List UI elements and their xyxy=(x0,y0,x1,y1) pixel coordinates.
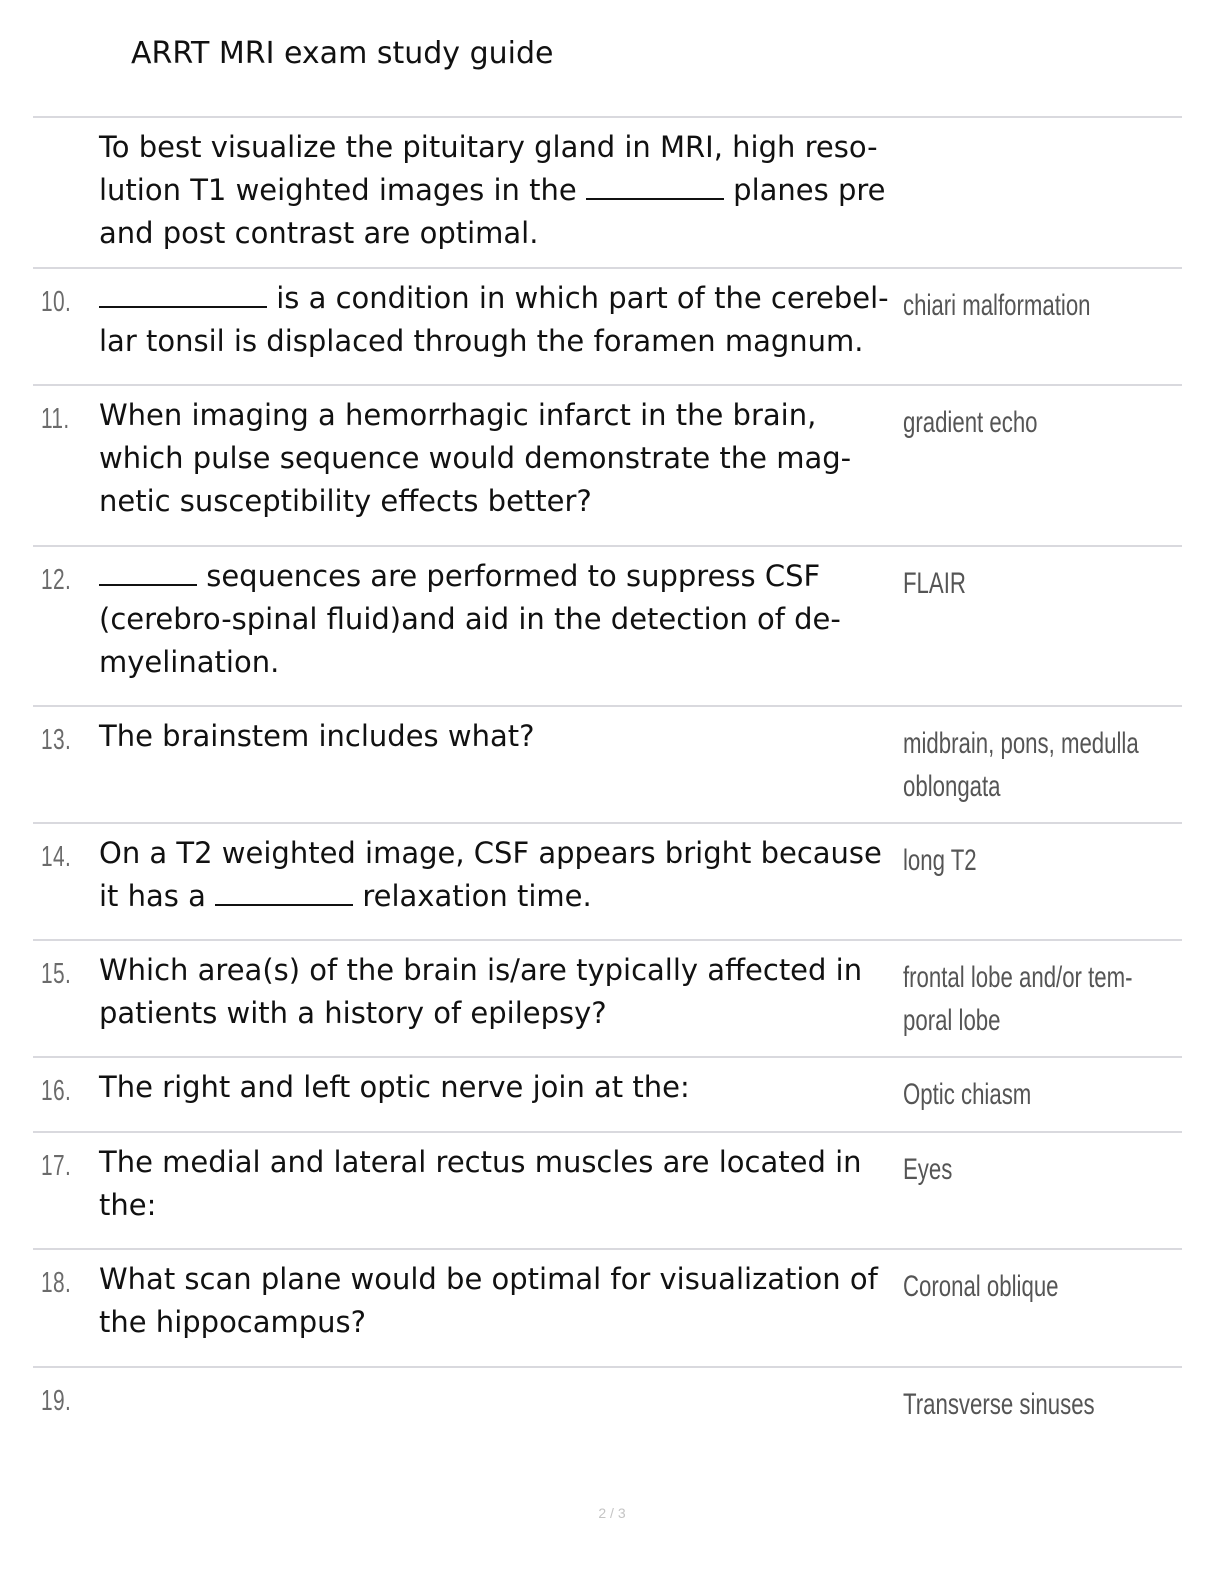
question-text: To best visualize the pituitary gland in MRI, high reso-lution T1 weighted images in the planes pre and post contrast are optimal. xyxy=(99,130,886,250)
answer-text: Coronal oblique xyxy=(903,1270,1059,1303)
question-number: 11. xyxy=(41,403,70,435)
question-row xyxy=(33,1056,1182,1131)
question-number: 10. xyxy=(41,286,72,318)
question-row xyxy=(33,822,1182,939)
answer-text: Transverse sinuses xyxy=(903,1388,1095,1421)
question-text: The medial and lateral rectus muscles are located in the: xyxy=(99,1145,862,1222)
page-number: 2 / 3 xyxy=(598,1505,626,1521)
fill-in-blank xyxy=(586,172,724,200)
question-text: Which area(s) of the brain is/are typically affected in patients with a history of epilepsy? xyxy=(99,953,863,1030)
answer-text: midbrain, pons, medulla oblongata xyxy=(903,727,1139,803)
fill-in-blank xyxy=(99,558,197,586)
question-number: 16. xyxy=(41,1075,72,1107)
question-text: is a condition in which part of the cerebel-lar tonsil is displaced through the foramen magnum. xyxy=(99,281,889,358)
question-row xyxy=(33,939,1182,1056)
question-number: 19. xyxy=(41,1385,72,1417)
question-row xyxy=(33,116,1182,267)
question-text: What scan plane would be optimal for visualization of the hippocampus? xyxy=(99,1262,878,1339)
fill-in-blank xyxy=(99,280,267,308)
answer-text: Optic chiasm xyxy=(903,1078,1032,1111)
question-number: 12. xyxy=(41,564,72,596)
question-table xyxy=(33,116,1182,1446)
question-row xyxy=(33,545,1182,705)
question-text: The brainstem includes what? xyxy=(99,719,535,753)
question-row xyxy=(33,267,1182,384)
question-number: 13. xyxy=(41,724,72,756)
question-text: The right and left optic nerve join at the: xyxy=(99,1070,690,1104)
question-row xyxy=(33,1248,1182,1366)
question-number: 17. xyxy=(41,1150,72,1182)
question-row xyxy=(33,384,1182,545)
answer-text: Eyes xyxy=(903,1153,953,1186)
answer-text: frontal lobe and/or tem-poral lobe xyxy=(903,961,1133,1037)
question-text: On a T2 weighted image, CSF appears bright because it has a relaxation time. xyxy=(99,836,882,913)
question-row xyxy=(33,1131,1182,1248)
document-title: ARRT MRI exam study guide xyxy=(131,36,554,71)
fill-in-blank xyxy=(215,878,353,906)
question-row xyxy=(33,1366,1182,1446)
answer-text: chiari malformation xyxy=(903,289,1091,322)
answer-text: gradient echo xyxy=(903,406,1038,439)
question-row xyxy=(33,705,1182,822)
question-number: 18. xyxy=(41,1267,72,1299)
question-text: When imaging a hemorrhagic infarct in the brain, which pulse sequence would demonstrate the mag-netic susceptibility effects better? xyxy=(99,398,852,518)
question-number: 15. xyxy=(41,958,72,990)
question-text: sequences are performed to suppress CSF (cerebro-spinal fluid)and aid in the detection of de-myelination. xyxy=(99,559,841,679)
question-number: 14. xyxy=(41,841,72,873)
answer-text: FLAIR xyxy=(903,567,966,600)
answer-text: long T2 xyxy=(903,844,977,877)
